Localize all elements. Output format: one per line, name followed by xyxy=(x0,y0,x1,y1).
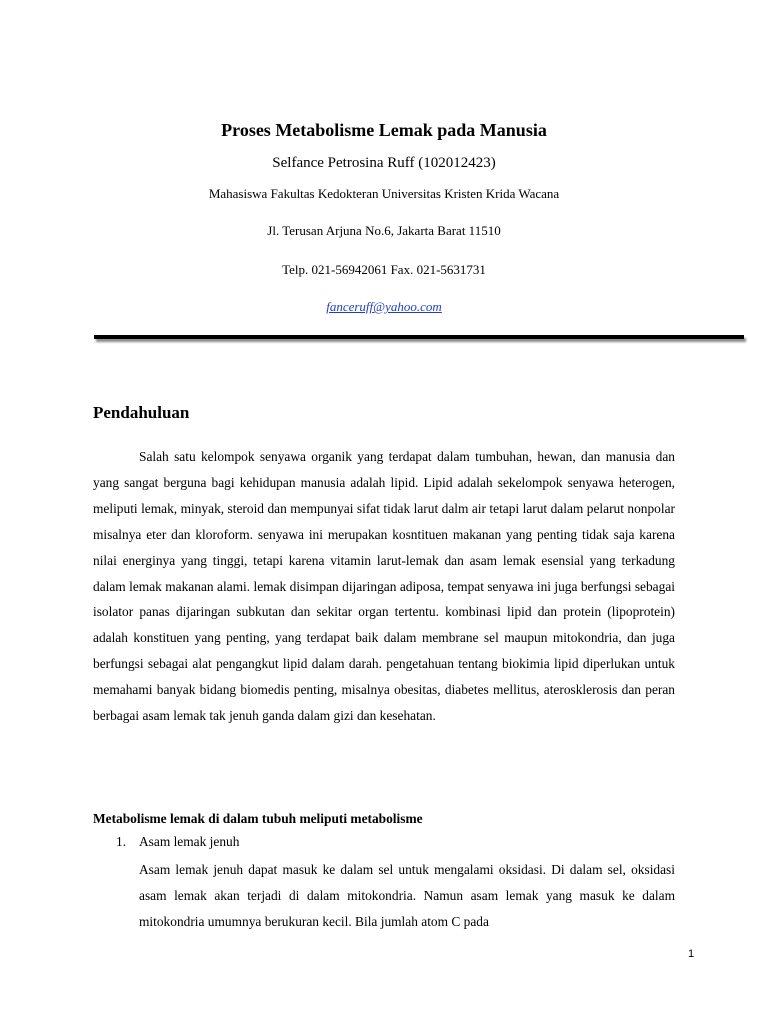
phone-line: Telp. 021-56942061 Fax. 021-5631731 xyxy=(282,262,486,277)
page-number: 1 xyxy=(688,948,695,960)
intro-paragraph: Salah satu kelompok senyawa organik yang terdapat dalam tumbuhan, hewan, dan manusia dan yang sangat berguna bagi kehidupan manusia adalah lipid. Lipid adalah sekelompok senyawa heterogen, meliputi lemak, minyak, steroid dan mempunyai sifat tidak larut dalm air tetapi larut dalam pelarut nonpolar misalnya eter dan kloroform. senyawa ini merupakan kosntituen makanan yang penting tidak saja karena nilai energinya yang tinggi, tetapi karena vitamin larut-lemak dan asam lemak esensial yang terkadung dalam lemak makanan alami. lemak disimpan dijaringan adiposa, tempat senyawa ini juga berfungsi sebagai isolator panas dijaringan subkutan dan sekitar organ tertentu. kombinasi lipid dan protein (lipoprotein) adalah konstituen yang penting, yang terdapat baik dalam membrane sel maupun mitokondria, dan juga berfungsi sebagai alat pengangkut lipid dalam darah. pengetahuan tentang biokimia lipid diperlukan untuk memahami banyak bidang biomedis penting, misalnya obesitas, diabetes mellitus, aterosklerosis dan peran berbagai asam lemak tak jenuh ganda dalam gizi dan kesehatan. xyxy=(93,449,675,724)
address-line: Jl. Terusan Arjuna No.6, Jakarta Barat 11510 xyxy=(267,223,501,238)
header-divider xyxy=(94,335,744,339)
section-heading: Metabolisme lemak di dalam tubuh meliputi metabolisme xyxy=(93,811,423,826)
email-line xyxy=(0,299,768,315)
affiliation-line: Mahasiswa Fakultas Kedokteran Universitas Kristen Krida Wacana xyxy=(208,186,560,201)
list-item-body: Asam lemak jenuh dapat masuk ke dalam sel untuk mengalami oksidasi. Di dalam sel, oksidasi asam lemak akan terjadi di dalam mitokondria. Namun asam lemak yang masuk ke dalam mitokondria umumnya berukuran kecil. Bila jumlah atom C pada xyxy=(139,862,675,929)
author-line: Selfance Petrosina Ruff (102012423) xyxy=(272,155,496,171)
email-link[interactable]: fanceruff@yahoo.com xyxy=(326,299,442,314)
list-item-number: 1. xyxy=(116,834,127,849)
document-title: Proses Metabolisme Lemak pada Manusia xyxy=(221,120,547,140)
list-item-title: Asam lemak jenuh xyxy=(139,834,240,849)
intro-heading: Pendahuluan xyxy=(93,403,190,422)
